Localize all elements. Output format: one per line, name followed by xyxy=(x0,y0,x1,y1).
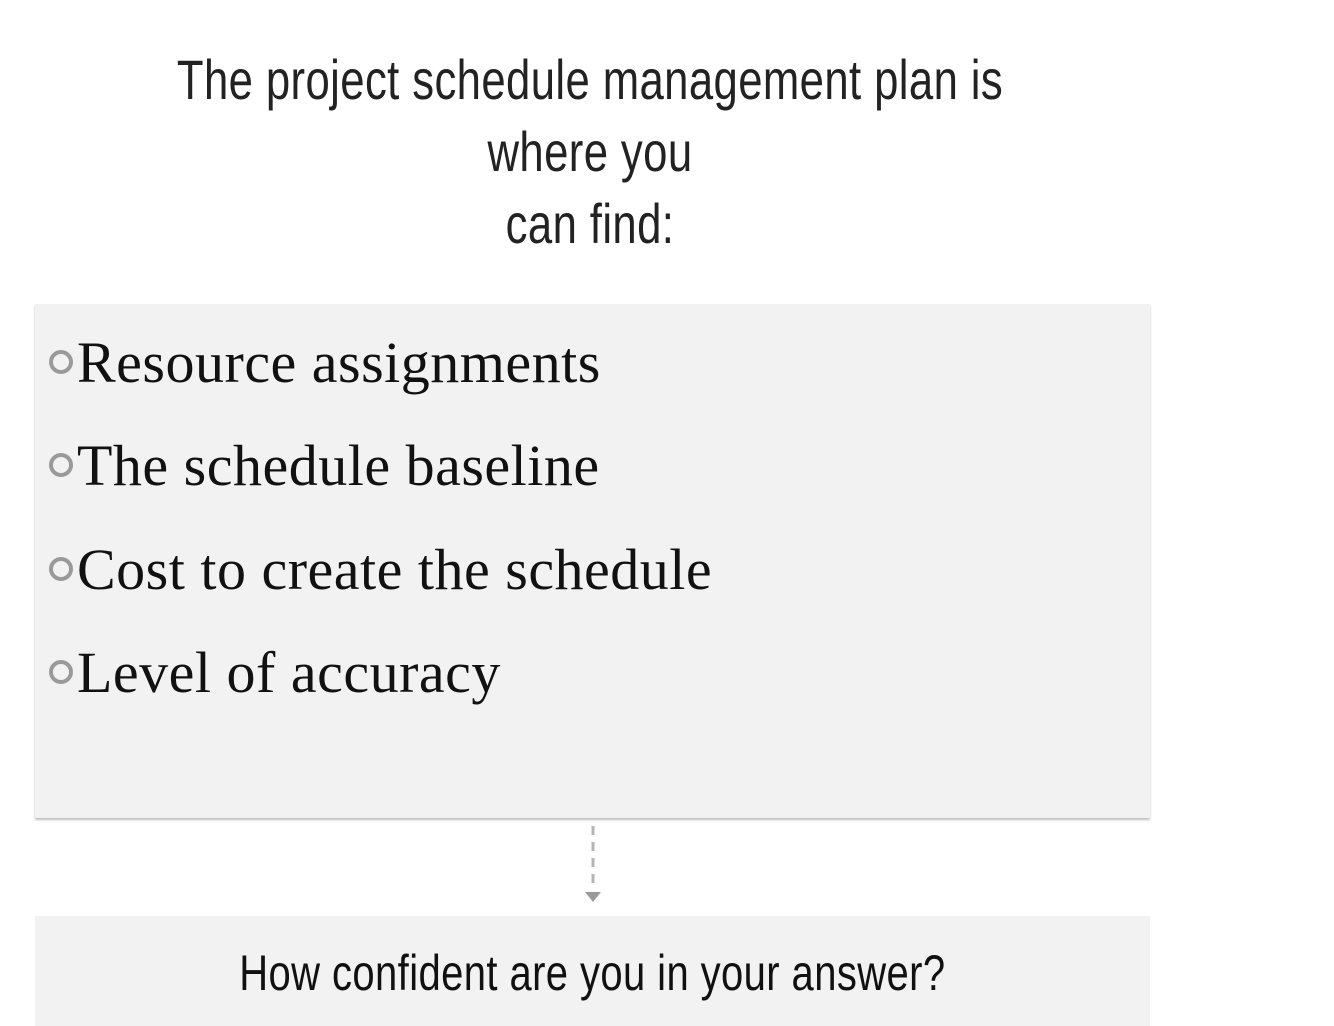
question-line-2: can find: xyxy=(505,192,675,255)
option-schedule-baseline[interactable] xyxy=(49,425,600,505)
answer-options-panel xyxy=(35,304,1150,818)
option-label: Level of accuracy xyxy=(77,639,501,705)
option-label: The schedule baseline xyxy=(77,432,600,498)
option-resource-assignments[interactable] xyxy=(49,322,601,402)
question-line-1: The project schedule management plan is where you xyxy=(176,48,1004,183)
radio-unchecked-icon[interactable] xyxy=(49,453,73,477)
radio-unchecked-icon[interactable] xyxy=(49,350,73,374)
option-cost-to-create[interactable] xyxy=(49,529,712,609)
radio-unchecked-icon[interactable] xyxy=(49,557,73,581)
confidence-panel xyxy=(35,916,1150,1026)
radio-unchecked-icon[interactable] xyxy=(49,660,73,684)
option-label: Cost to create the schedule xyxy=(77,536,713,602)
confidence-prompt: How confident are you in your answer? xyxy=(239,945,946,1001)
option-level-of-accuracy[interactable] xyxy=(49,632,501,712)
dashed-arrow-down-icon xyxy=(583,826,603,906)
question-title xyxy=(130,44,1050,260)
option-label: Resource assignments xyxy=(77,329,601,395)
